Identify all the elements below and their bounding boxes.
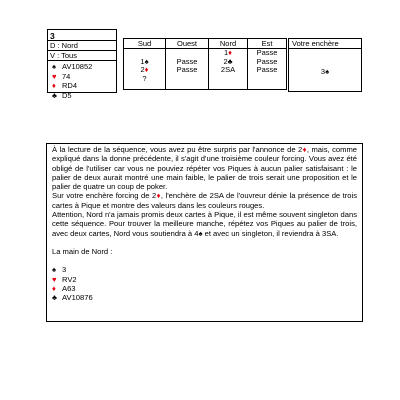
hand-line-spades bbox=[52, 62, 116, 72]
vulnerability-label: V : Tous bbox=[48, 51, 116, 61]
answer-value: 3♠ bbox=[320, 67, 330, 76]
spade-cards: AV10852 bbox=[62, 62, 93, 71]
auction-row bbox=[124, 66, 287, 75]
auction-pad-row bbox=[124, 83, 287, 90]
north-club-cards: AV10876 bbox=[62, 293, 93, 303]
auction-header-south: Sud bbox=[124, 39, 166, 49]
bid-cell bbox=[166, 75, 209, 84]
heart-cards: 74 bbox=[62, 71, 71, 81]
hand-line-hearts bbox=[52, 72, 116, 82]
bid-cell: 2♦ bbox=[124, 66, 166, 75]
bid-cell bbox=[248, 75, 287, 84]
auction-header-north: Nord bbox=[209, 39, 248, 49]
auction-header-row bbox=[124, 39, 287, 49]
spade-icon: ♠ bbox=[52, 265, 57, 275]
bid-cell: 2SA bbox=[209, 66, 248, 75]
auction-table bbox=[123, 38, 287, 90]
answer-box bbox=[288, 38, 362, 92]
commentary-paragraph: Attention, Nord n'a jamais promis deux cartes à Pique, il est même souvent singleton dans cette séquence. Pour trouver la meilleure manche, répétez vos Piques au palier de trois, avec deux cartes, Nord vous soutiendra à 4♠ et avec un singleton, il reviendra à 3SA. bbox=[52, 210, 357, 238]
north-line-clubs bbox=[52, 293, 357, 302]
auction-row bbox=[124, 75, 287, 84]
spade-icon: ♠ bbox=[52, 62, 56, 71]
hand-line-clubs bbox=[52, 91, 116, 101]
auction-header-west: Ouest bbox=[166, 39, 209, 49]
bid-cell: 2♣ bbox=[209, 58, 248, 67]
north-diamond-cards: A63 bbox=[62, 283, 76, 293]
diamond-icon: ♦ bbox=[52, 81, 56, 90]
north-hand-title: La main de Nord : bbox=[52, 246, 113, 256]
south-hand bbox=[48, 61, 116, 100]
bid-cell bbox=[209, 75, 248, 84]
diamond-icon: ♦ bbox=[52, 283, 56, 293]
dealer-label: D : Nord bbox=[48, 41, 116, 51]
club-cards: D5 bbox=[62, 90, 72, 100]
auction-header-east: Est bbox=[248, 39, 287, 49]
club-icon: ♣ bbox=[52, 90, 57, 100]
answer-label: Votre enchère bbox=[289, 39, 361, 49]
deal-number: 3 bbox=[48, 30, 116, 41]
bid-cell: Passe bbox=[166, 66, 209, 75]
commentary-box bbox=[46, 143, 363, 322]
hand-line-diamonds bbox=[52, 81, 116, 91]
bid-cell: 1♦ bbox=[209, 49, 248, 58]
heart-icon: ♥ bbox=[52, 274, 57, 284]
north-line-hearts bbox=[52, 275, 357, 284]
commentary-paragraph: Sur votre enchère forcing de 2♦, l'enchère de 2SA de l'ouvreur dénie la présence de trois cartes à Pique et montre des valeurs dans les couleurs rouges. bbox=[52, 191, 358, 210]
north-heart-cards: RV2 bbox=[62, 274, 77, 284]
commentary-paragraph: À la lecture de la séquence, vous avez pu être surpris par l'annonce de 2♦, mais, comme expliqué dans la donne précédente, il s'agit d'une troisième couleur forcing. Vous avez été obligé de l'utiliser car vous ne pouviez répéter vos Piques à aucun palier satisfaisant : le palier de deux aurait montré une main faible, le palier de trois serait une proposition et le palier de quatre un coup de poker. bbox=[52, 145, 357, 192]
bid-cell: ? bbox=[124, 75, 166, 84]
north-spade-cards: 3 bbox=[62, 265, 67, 275]
north-hand bbox=[52, 265, 357, 302]
bid-cell: Passe bbox=[248, 66, 287, 75]
bid-cell: Passe bbox=[248, 58, 287, 67]
diamond-cards: RD4 bbox=[62, 81, 78, 90]
bid-cell: Passe bbox=[248, 49, 287, 58]
deal-info-box bbox=[47, 29, 117, 100]
club-icon: ♣ bbox=[52, 293, 57, 303]
north-line-diamonds bbox=[52, 284, 357, 293]
north-line-spades bbox=[52, 265, 357, 274]
bid-cell: Passe bbox=[166, 58, 209, 67]
bid-cell: 1♠ bbox=[124, 58, 166, 67]
heart-icon: ♥ bbox=[52, 71, 57, 81]
